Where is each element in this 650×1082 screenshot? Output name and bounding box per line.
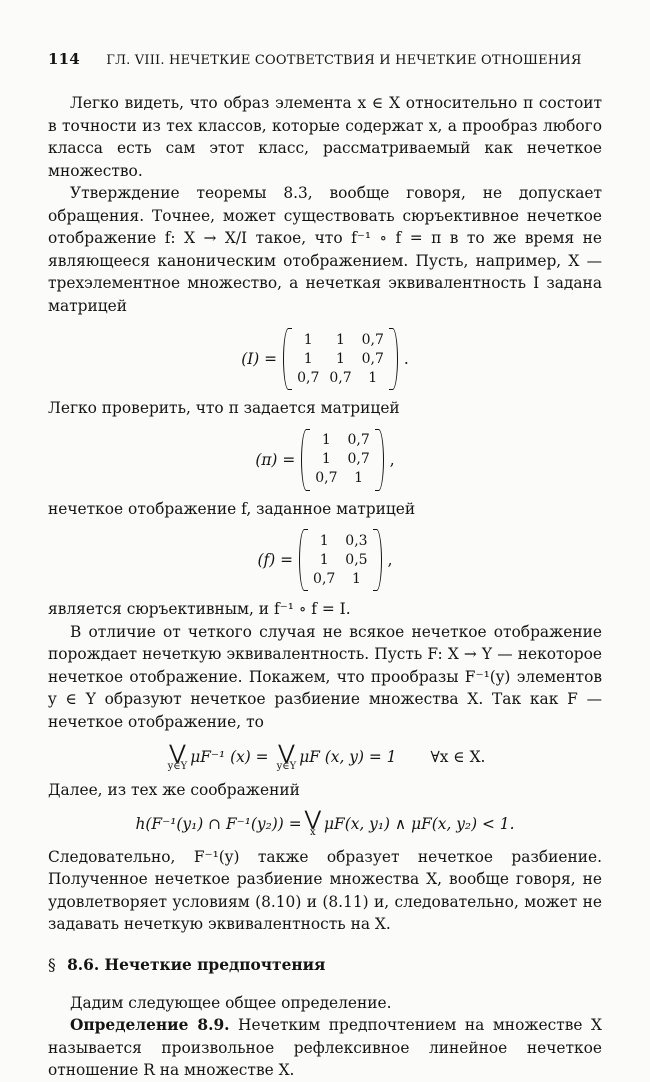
- paragraph-9: Дадим следующее общее определение.: [70, 993, 392, 1012]
- matrix-f-table: 1 0,3 1 0,5 0,7 1: [313, 532, 368, 587]
- matrix-pi: [301, 429, 384, 491]
- formula-1: [48, 735, 602, 779]
- page-number: 114: [48, 50, 80, 68]
- definition-label: Определение 8.9.: [70, 1016, 230, 1034]
- left-paren: [299, 529, 308, 591]
- matrix-pi-table: 1 0,7 1 0,7 0,7 1: [315, 432, 370, 486]
- definition: [48, 1014, 602, 1082]
- matrix-f-end: ,: [387, 551, 393, 569]
- disjunction-operator: ⋁ y∈Y: [167, 739, 188, 772]
- disjunction-operator: ⋁ x: [304, 806, 322, 838]
- running-title: ГЛ. VIII. НЕЧЕТКИЕ СООТВЕТСТВИЯ И НЕЧЕТКИЕ ОТНОШЕНИЯ: [106, 53, 582, 68]
- matrix-f-label: (f) =: [257, 551, 294, 569]
- paragraph-7: Далее, из тех же соображений: [48, 781, 300, 799]
- section-title: 8.6. Нечеткие предпочтения: [67, 955, 326, 974]
- paragraph-5: является сюръективным, и f⁻¹ ∘ f = I.: [48, 600, 351, 618]
- matrix-I-table: 1 1 0,7 1 1 0,7 0,7 0,7 1: [297, 331, 384, 386]
- section-sign: §: [48, 955, 56, 974]
- right-paren: [389, 328, 398, 390]
- disjunction-operator: ⋁ y∈Y: [276, 739, 297, 772]
- left-paren: [301, 429, 310, 491]
- matrix-I-end: .: [403, 350, 409, 368]
- paragraph-6: В отличие от четкого случая не всякое нечеткое отображение порождает нечеткую эквивалентность. Пусть F: X → Y — некоторое нечеткое отображение. Покажем, что прообразы F⁻¹(y) элементов y ∈ Y образуют нечеткое разбиение множества X. Так как F — нечеткое отображение, то: [48, 622, 602, 731]
- matrix-pi-end: ,: [389, 450, 395, 469]
- definition-text: Нечетким предпочтением на множестве X называется произвольное рефлексивное линейное нечеткое отношение R на множестве X.: [48, 1016, 602, 1079]
- paragraph-3: Легко проверить, что π задается матрицей: [48, 399, 400, 417]
- right-paren: [375, 429, 384, 491]
- page: [48, 50, 602, 1082]
- matrix-pi-formula: [48, 424, 602, 496]
- formula-1-term-2: μF (x, y) = 1: [299, 748, 397, 766]
- matrix-I: [283, 328, 398, 390]
- matrix-I-formula: [48, 323, 602, 395]
- formula-2-right: μF(x, y₁) ∧ μF(x, y₂) < 1.: [324, 814, 515, 833]
- paragraph-2: Утверждение теоремы 8.3, вообще говоря, не допускает обращения. Точнее, может существовать сюръективное нечеткое отображение f: X → X/I такое, что f⁻¹ ∘ f = π в то же время не являющееся каноническим отображением. Пусть, например, X — трехэлементное множество, а нечеткая эквивалентность I задана матрицей: [48, 184, 602, 315]
- formula-2-left: h(F⁻¹(y₁) ∩ F⁻¹(y₂)) =: [135, 814, 302, 833]
- matrix-I-label: (I) =: [241, 350, 278, 368]
- formula-1-tail: ∀x ∈ X.: [430, 748, 486, 766]
- section-heading: [48, 956, 602, 974]
- left-paren: [283, 328, 292, 390]
- right-paren: [373, 529, 382, 591]
- formula-1-term-1: μF⁻¹ (x) =: [190, 748, 269, 766]
- matrix-f-formula: [48, 524, 602, 596]
- matrix-pi-label: (π) =: [255, 450, 296, 469]
- running-header: [48, 50, 602, 76]
- paragraph-4: нечеткое отображение f, заданное матрицей: [48, 499, 416, 518]
- matrix-f: [299, 529, 382, 591]
- paragraph-8: Следовательно, F⁻¹(y) также образует нечеткое разбиение. Полученное нечеткое разбиение множества X, вообще говоря, не удовлетворяет условиям (8.10) и (8.11) и, следовательно, может не задавать нечеткую эквивалентность на X.: [48, 847, 602, 933]
- formula-2: [48, 802, 602, 846]
- paragraph-1: Легко видеть, что образ элемента x ∈ X относительно π состоит в точности из тех классов, которые содержат x, а прообраз любого класса есть сам этот класс, рассматриваемый как нечеткое множество.: [48, 94, 602, 180]
